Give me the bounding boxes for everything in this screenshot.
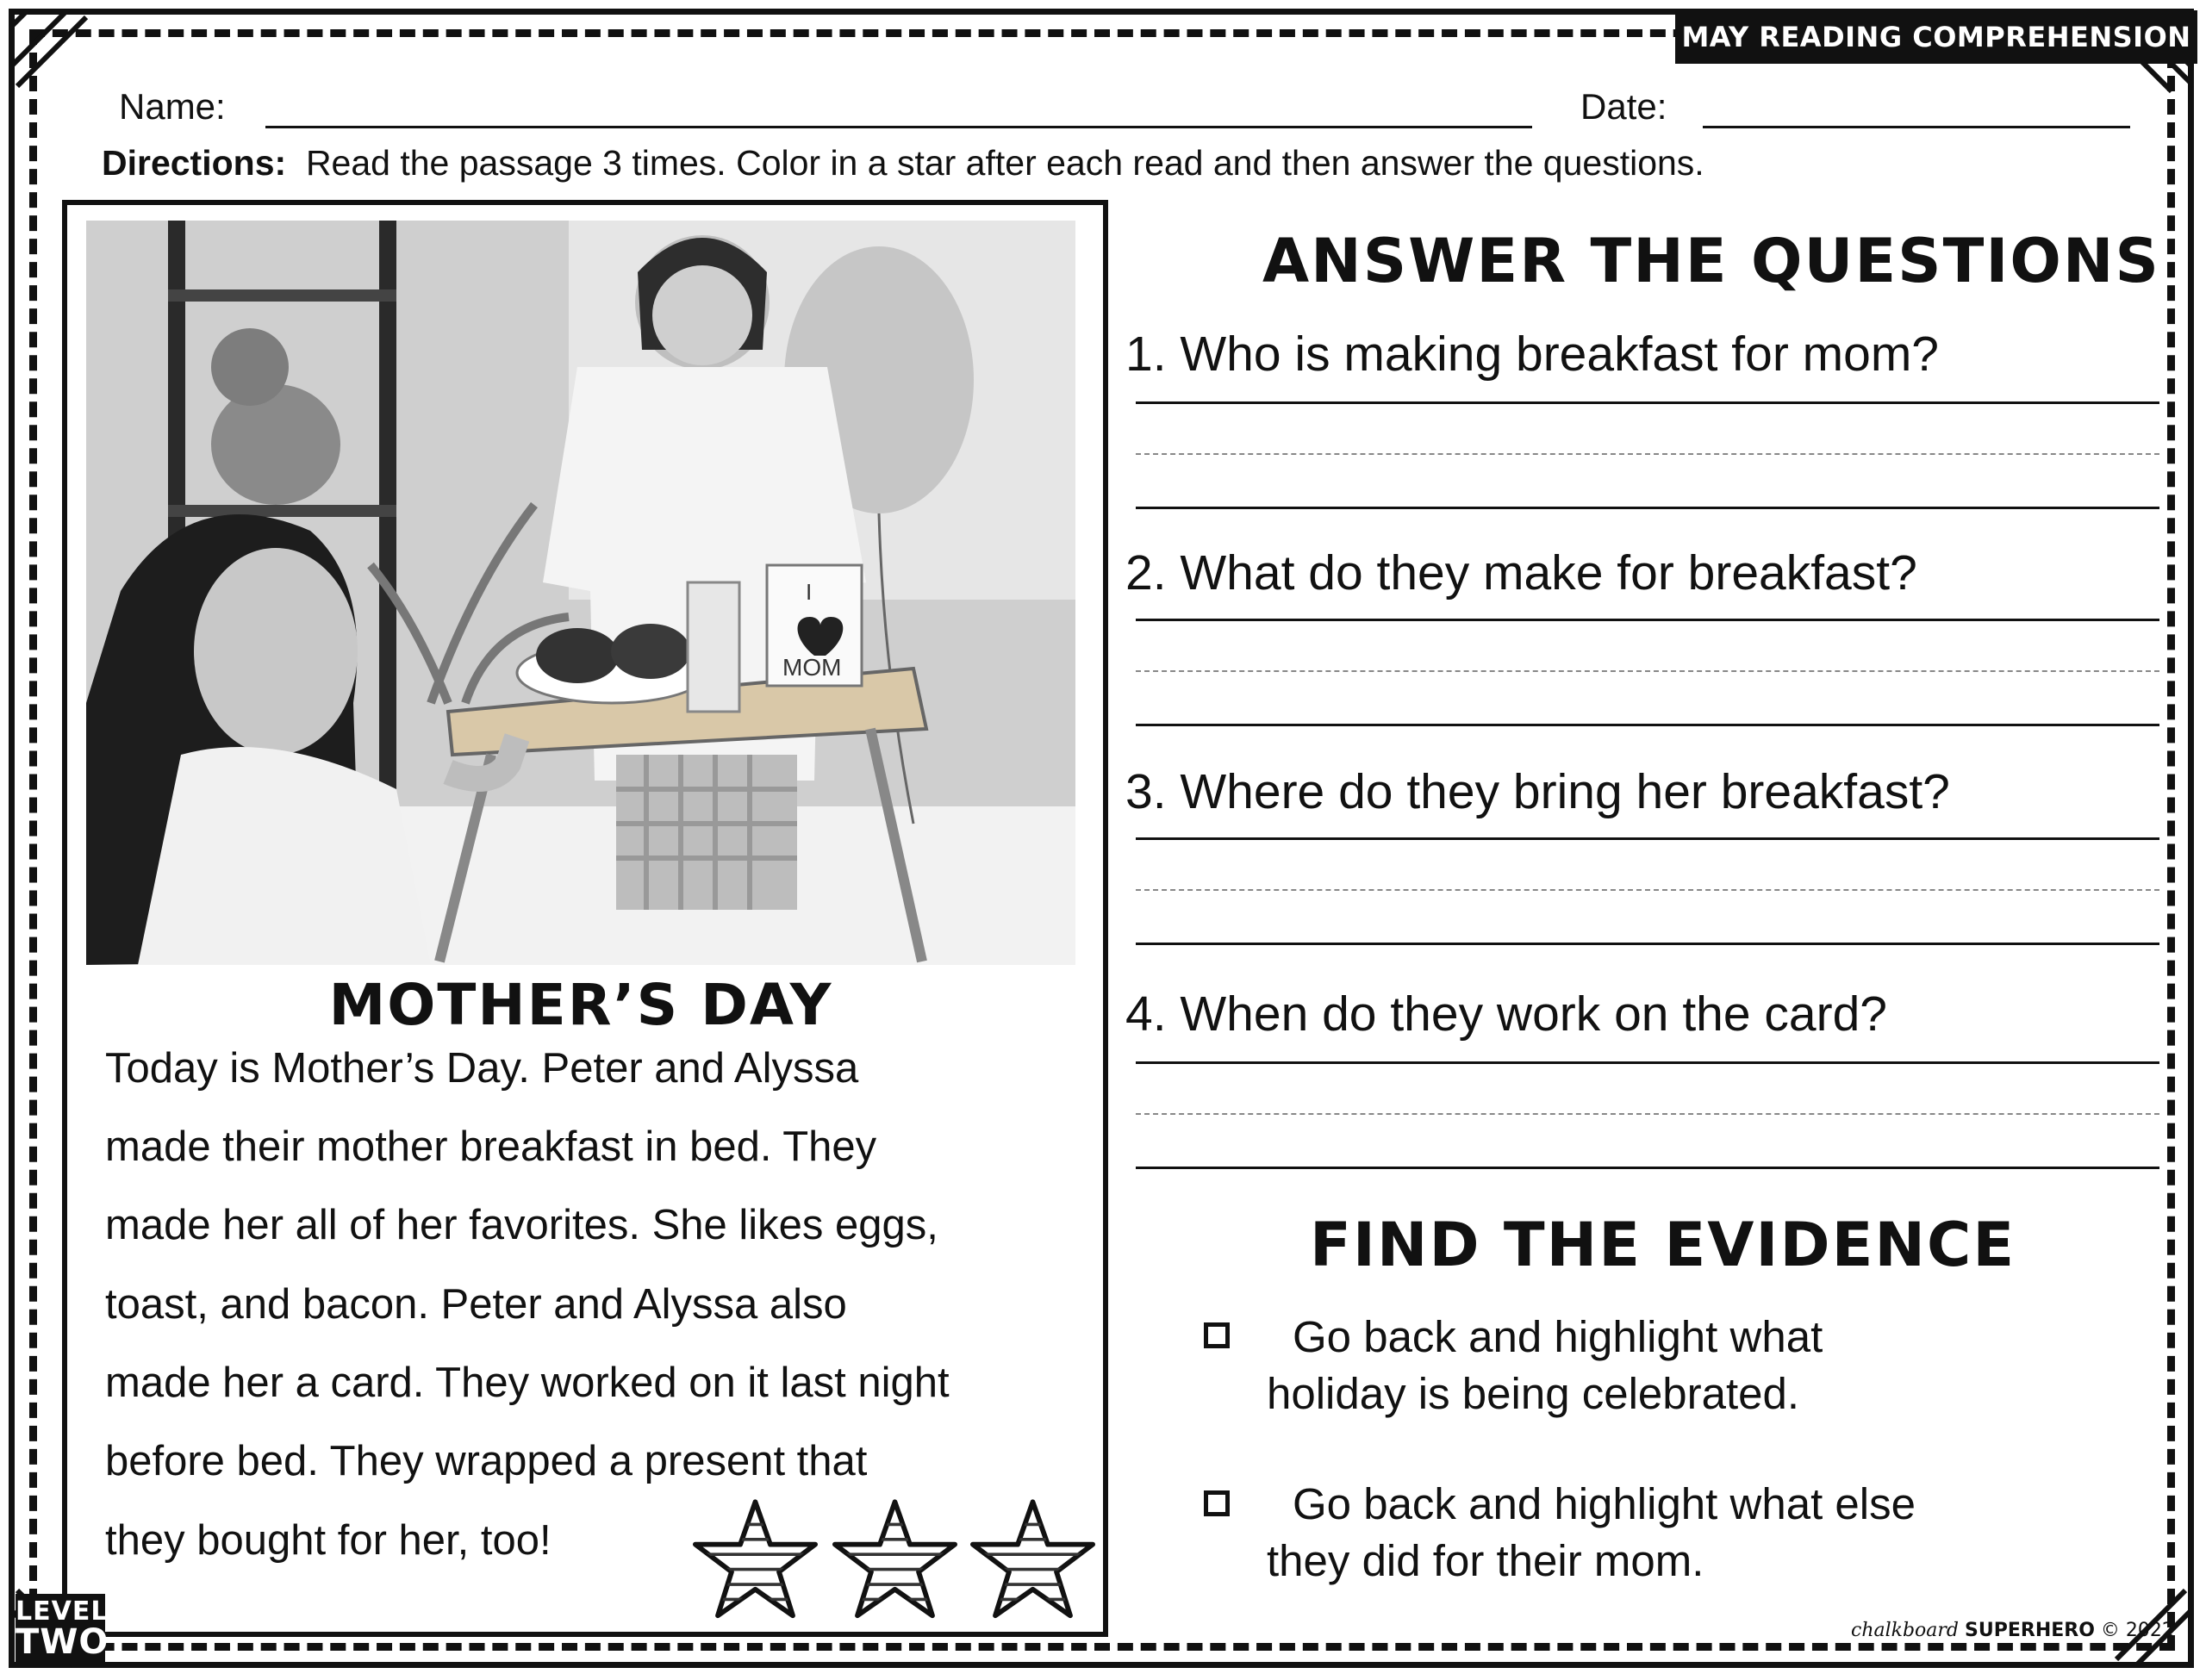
story-line: toast, and bacon. Peter and Alyssa also: [105, 1281, 847, 1328]
directions-label: Directions:: [102, 143, 287, 183]
directions: [102, 143, 1704, 184]
answer-line-2a[interactable]: [1136, 619, 2159, 621]
story-line: Today is Mother’s Day. Peter and Alyssa: [105, 1045, 859, 1092]
evidence-item-2-line1: Go back and highlight what else: [1293, 1479, 1916, 1528]
answer-line-3a[interactable]: [1136, 837, 2159, 840]
answer-line-3c[interactable]: [1136, 943, 2159, 945]
name-field[interactable]: [265, 126, 1532, 128]
credit-brand: SUPERHERO: [1965, 1620, 2095, 1641]
story-line: made her a card. They worked on it last night: [105, 1360, 950, 1406]
level-value: TWO: [16, 1622, 109, 1662]
credit-year: © 2022: [2100, 1620, 2174, 1641]
question-4: 4. When do they work on the card?: [1125, 986, 1888, 1042]
card-text-mom: MOM: [782, 654, 842, 681]
credit-script: chalkboard: [1851, 1620, 1960, 1641]
answer-line-2c[interactable]: [1136, 724, 2159, 726]
reading-star-2[interactable]: [832, 1499, 957, 1620]
answer-line-1b[interactable]: [1136, 453, 2159, 455]
questions-title: ANSWER THE QUESTIONS: [1262, 226, 2160, 296]
answer-line-4b[interactable]: [1136, 1113, 2159, 1115]
evidence-checkbox-1[interactable]: [1204, 1322, 1230, 1348]
copyright-credit: [1851, 1620, 2174, 1641]
evidence-checkbox-2[interactable]: [1204, 1490, 1230, 1516]
question-1: 1. Who is making breakfast for mom?: [1125, 327, 1940, 382]
evidence-item-1-line2: holiday is being celebrated.: [1267, 1369, 1800, 1418]
answer-line-3b[interactable]: [1136, 889, 2159, 891]
mothers-day-photo: [86, 221, 1075, 965]
story-line: made their mother breakfast in bed. They: [105, 1123, 877, 1170]
answer-line-4a[interactable]: [1136, 1061, 2159, 1064]
story-line: before bed. They wrapped a present that: [105, 1438, 868, 1484]
answer-line-1a[interactable]: [1136, 401, 2159, 404]
story-title: MOTHER’S DAY: [328, 972, 833, 1038]
name-label: Name:: [119, 86, 226, 127]
date-label: Date:: [1580, 86, 1667, 127]
card-text-i: I: [806, 579, 813, 605]
reading-star-3[interactable]: [970, 1499, 1095, 1620]
worksheet-banner: MAY READING COMPREHENSION: [1675, 10, 2197, 64]
question-2: 2. What do they make for breakfast?: [1125, 545, 1917, 600]
date-field[interactable]: [1703, 126, 2130, 128]
evidence-item-2-line2: they did for their mom.: [1267, 1536, 1704, 1585]
level-label: LEVEL: [16, 1596, 109, 1627]
answer-line-4c[interactable]: [1136, 1167, 2159, 1169]
evidence-item-1-line1: Go back and highlight what: [1293, 1312, 1823, 1361]
reading-star-1[interactable]: [693, 1499, 818, 1620]
question-3: 3. Where do they bring her breakfast?: [1125, 764, 1950, 819]
story-line: made her all of her favorites. She likes eggs,: [105, 1202, 938, 1248]
answer-line-1c[interactable]: [1136, 507, 2159, 509]
evidence-title: FIND THE EVIDENCE: [1310, 1210, 2016, 1280]
answer-line-2b[interactable]: [1136, 670, 2159, 672]
directions-text: Read the passage 3 times. Color in a star after each read and then answer the questions.: [305, 143, 1704, 183]
story-line: they bought for her, too!: [105, 1517, 552, 1564]
level-tag: [16, 1594, 109, 1664]
